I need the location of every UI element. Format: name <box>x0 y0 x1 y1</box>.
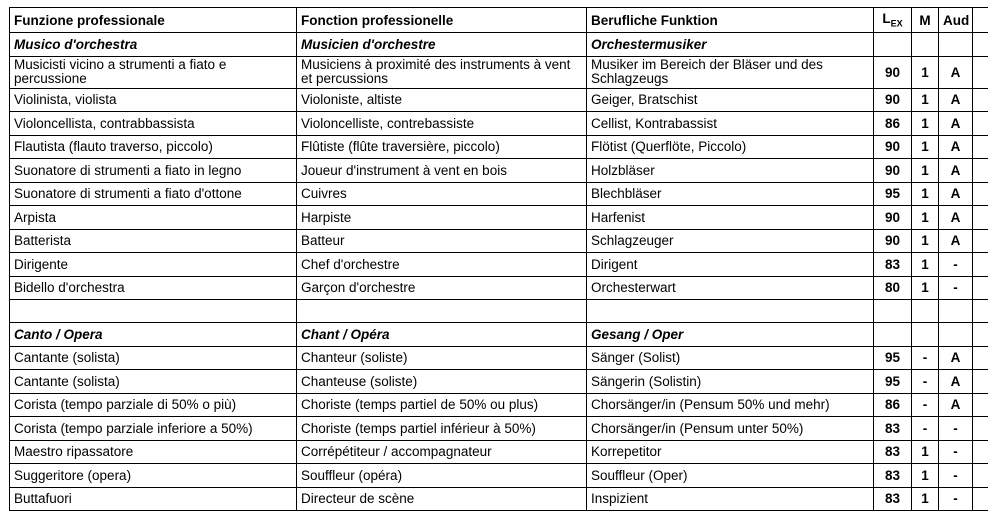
cell-it: Cantante (solista) <box>10 346 297 370</box>
empty-cell <box>874 323 912 347</box>
cell-it: Cantante (solista) <box>10 370 297 394</box>
cell-aud: - <box>939 417 973 441</box>
cell-de: Orchesterwart <box>587 276 874 300</box>
cell-fr: Corrépétiteur / accompagnateur <box>297 440 587 464</box>
empty-cell <box>939 300 973 323</box>
cell-aud: A <box>939 135 973 159</box>
cell-it: Buttafuori <box>10 487 297 511</box>
cell-m: 1 <box>912 88 939 112</box>
cell-de: Holzbläser <box>587 159 874 183</box>
cell-m: 1 <box>912 159 939 183</box>
cell-aud: - <box>939 487 973 511</box>
section-fr: Chant / Opéra <box>297 323 587 347</box>
cell-fr: Directeur de scène <box>297 487 587 511</box>
cell-lex: 86 <box>874 112 912 136</box>
cell-m: 1 <box>912 112 939 136</box>
cell-de: Chorsänger/in (Pensum 50% und mehr) <box>587 393 874 417</box>
cell-lex: 90 <box>874 135 912 159</box>
table-row <box>10 135 988 159</box>
cell-it: Corista (tempo parziale di 50% o più) <box>10 393 297 417</box>
cell-lex: 80 <box>874 276 912 300</box>
cell-m: - <box>912 393 939 417</box>
empty-cell <box>973 346 988 370</box>
cell-m: 1 <box>912 464 939 488</box>
cell-fr: Garçon d'orchestre <box>297 276 587 300</box>
cell-it: Musicisti vicino a strumenti a fiato e percussione <box>10 56 297 88</box>
header-it: Funzione professionale <box>10 8 297 33</box>
cell-fr: Harpiste <box>297 206 587 230</box>
cell-lex: 90 <box>874 206 912 230</box>
empty-cell <box>939 33 973 57</box>
table-row <box>10 253 988 277</box>
empty-cell <box>939 323 973 347</box>
table-row <box>10 440 988 464</box>
cell-de: Cellist, Kontrabassist <box>587 112 874 136</box>
table-row <box>10 88 988 112</box>
cell-de: Sängerin (Solistin) <box>587 370 874 394</box>
cell-aud: A <box>939 182 973 206</box>
cell-aud: - <box>939 440 973 464</box>
empty-cell <box>973 440 988 464</box>
cell-fr: Flûtiste (flûte traversière, piccolo) <box>297 135 587 159</box>
cell-aud: A <box>939 346 973 370</box>
cell-de: Geiger, Bratschist <box>587 88 874 112</box>
section-it: Canto / Opera <box>10 323 297 347</box>
cell-de: Flötist (Querflöte, Piccolo) <box>587 135 874 159</box>
table-row <box>10 393 988 417</box>
header-fr: Fonction professionelle <box>297 8 587 33</box>
empty-cell <box>912 300 939 323</box>
cell-aud: A <box>939 370 973 394</box>
cell-lex: 83 <box>874 487 912 511</box>
empty-cell <box>973 417 988 441</box>
cell-de: Korrepetitor <box>587 440 874 464</box>
cell-aud: A <box>939 159 973 183</box>
cell-aud: A <box>939 88 973 112</box>
empty-cell <box>973 393 988 417</box>
table-row <box>10 417 988 441</box>
cell-de: Musiker im Bereich der Bläser und des Schlagzeugs <box>587 56 874 88</box>
empty-cell <box>973 112 988 136</box>
cell-m: 1 <box>912 440 939 464</box>
empty-cell <box>10 300 297 323</box>
cell-fr: Chef d'orchestre <box>297 253 587 277</box>
cell-m: 1 <box>912 206 939 230</box>
header-row <box>10 8 988 33</box>
empty-cell <box>973 253 988 277</box>
cell-lex: 90 <box>874 159 912 183</box>
empty-cell <box>874 300 912 323</box>
cell-it: Suonatore di strumenti a fiato d'ottone <box>10 182 297 206</box>
table-row <box>10 487 988 511</box>
empty-cell <box>973 370 988 394</box>
cell-m: 1 <box>912 276 939 300</box>
cell-de: Schlagzeuger <box>587 229 874 253</box>
cell-lex: 83 <box>874 440 912 464</box>
cell-fr: Chanteuse (soliste) <box>297 370 587 394</box>
cell-de: Sänger (Solist) <box>587 346 874 370</box>
empty-cell <box>973 159 988 183</box>
cell-lex: 90 <box>874 56 912 88</box>
cell-m: 1 <box>912 135 939 159</box>
cell-fr: Batteur <box>297 229 587 253</box>
section-de: Orchestermusiker <box>587 33 874 57</box>
cell-it: Violoncellista, contrabbassista <box>10 112 297 136</box>
empty-cell <box>973 182 988 206</box>
cell-m: - <box>912 417 939 441</box>
cell-it: Dirigente <box>10 253 297 277</box>
table-row <box>10 464 988 488</box>
section-it: Musico d'orchestra <box>10 33 297 57</box>
cell-lex: 90 <box>874 229 912 253</box>
cell-aud: A <box>939 206 973 230</box>
header-extra <box>973 8 988 33</box>
cell-fr: Joueur d'instrument à vent en bois <box>297 159 587 183</box>
table-row <box>10 276 988 300</box>
cell-it: Maestro ripassatore <box>10 440 297 464</box>
cell-m: 1 <box>912 253 939 277</box>
section-row <box>10 33 988 57</box>
header-aud: Aud <box>939 8 973 33</box>
cell-lex: 83 <box>874 253 912 277</box>
empty-cell <box>587 300 874 323</box>
cell-lex: 86 <box>874 393 912 417</box>
empty-cell <box>912 323 939 347</box>
cell-m: - <box>912 346 939 370</box>
cell-lex: 95 <box>874 182 912 206</box>
header-de: Berufliche Funktion <box>587 8 874 33</box>
spacer-row <box>10 300 988 323</box>
empty-cell <box>912 33 939 57</box>
cell-fr: Cuivres <box>297 182 587 206</box>
cell-aud: A <box>939 56 973 88</box>
empty-cell <box>973 33 988 57</box>
cell-lex: 83 <box>874 417 912 441</box>
cell-fr: Souffleur (opéra) <box>297 464 587 488</box>
cell-fr: Musiciens à proximité des instruments à vent et percussions <box>297 56 587 88</box>
empty-cell <box>874 33 912 57</box>
cell-de: Blechbläser <box>587 182 874 206</box>
cell-aud: A <box>939 229 973 253</box>
cell-m: 1 <box>912 182 939 206</box>
empty-cell <box>973 135 988 159</box>
cell-fr: Choriste (temps partiel inférieur à 50%) <box>297 417 587 441</box>
cell-aud: - <box>939 253 973 277</box>
cell-it: Arpista <box>10 206 297 230</box>
empty-cell <box>973 323 988 347</box>
cell-it: Batterista <box>10 229 297 253</box>
table-row <box>10 206 988 230</box>
cell-lex: 95 <box>874 346 912 370</box>
empty-cell <box>973 464 988 488</box>
cell-lex: 95 <box>874 370 912 394</box>
header-lex-sub: EX <box>890 18 903 29</box>
empty-cell <box>973 300 988 323</box>
empty-cell <box>297 300 587 323</box>
table-row <box>10 346 988 370</box>
header-lex <box>874 8 912 33</box>
section-fr: Musicien d'orchestre <box>297 33 587 57</box>
cell-lex: 83 <box>874 464 912 488</box>
cell-it: Suggeritore (opera) <box>10 464 297 488</box>
table-row <box>10 229 988 253</box>
cell-aud: A <box>939 112 973 136</box>
cell-de: Harfenist <box>587 206 874 230</box>
cell-fr: Violoncelliste, contrebassiste <box>297 112 587 136</box>
cell-de: Inspizient <box>587 487 874 511</box>
section-row <box>10 323 988 347</box>
cell-it: Bidello d'orchestra <box>10 276 297 300</box>
cell-de: Dirigent <box>587 253 874 277</box>
empty-cell <box>973 229 988 253</box>
cell-fr: Choriste (temps partiel de 50% ou plus) <box>297 393 587 417</box>
cell-m: 1 <box>912 229 939 253</box>
empty-cell <box>973 487 988 511</box>
cell-de: Souffleur (Oper) <box>587 464 874 488</box>
cell-aud: A <box>939 393 973 417</box>
cell-it: Violinista, violista <box>10 88 297 112</box>
cell-m: 1 <box>912 487 939 511</box>
header-lex-main: L <box>882 11 891 27</box>
empty-cell <box>973 88 988 112</box>
cell-fr: Chanteur (soliste) <box>297 346 587 370</box>
empty-cell <box>973 206 988 230</box>
empty-cell <box>973 276 988 300</box>
cell-aud: - <box>939 276 973 300</box>
empty-cell <box>973 56 988 88</box>
header-m: M <box>912 8 939 33</box>
cell-it: Flautista (flauto traverso, piccolo) <box>10 135 297 159</box>
cell-m: 1 <box>912 56 939 88</box>
table-row <box>10 112 988 136</box>
table-row <box>10 159 988 183</box>
cell-fr: Violoniste, altiste <box>297 88 587 112</box>
cell-it: Suonatore di strumenti a fiato in legno <box>10 159 297 183</box>
cell-de: Chorsänger/in (Pensum unter 50%) <box>587 417 874 441</box>
cell-lex: 90 <box>874 88 912 112</box>
table-row <box>10 370 988 394</box>
noise-exposure-table <box>9 7 988 511</box>
cell-m: - <box>912 370 939 394</box>
table-row <box>10 56 988 88</box>
section-de: Gesang / Oper <box>587 323 874 347</box>
cell-aud: - <box>939 464 973 488</box>
table-row <box>10 182 988 206</box>
cell-it: Corista (tempo parziale inferiore a 50%) <box>10 417 297 441</box>
